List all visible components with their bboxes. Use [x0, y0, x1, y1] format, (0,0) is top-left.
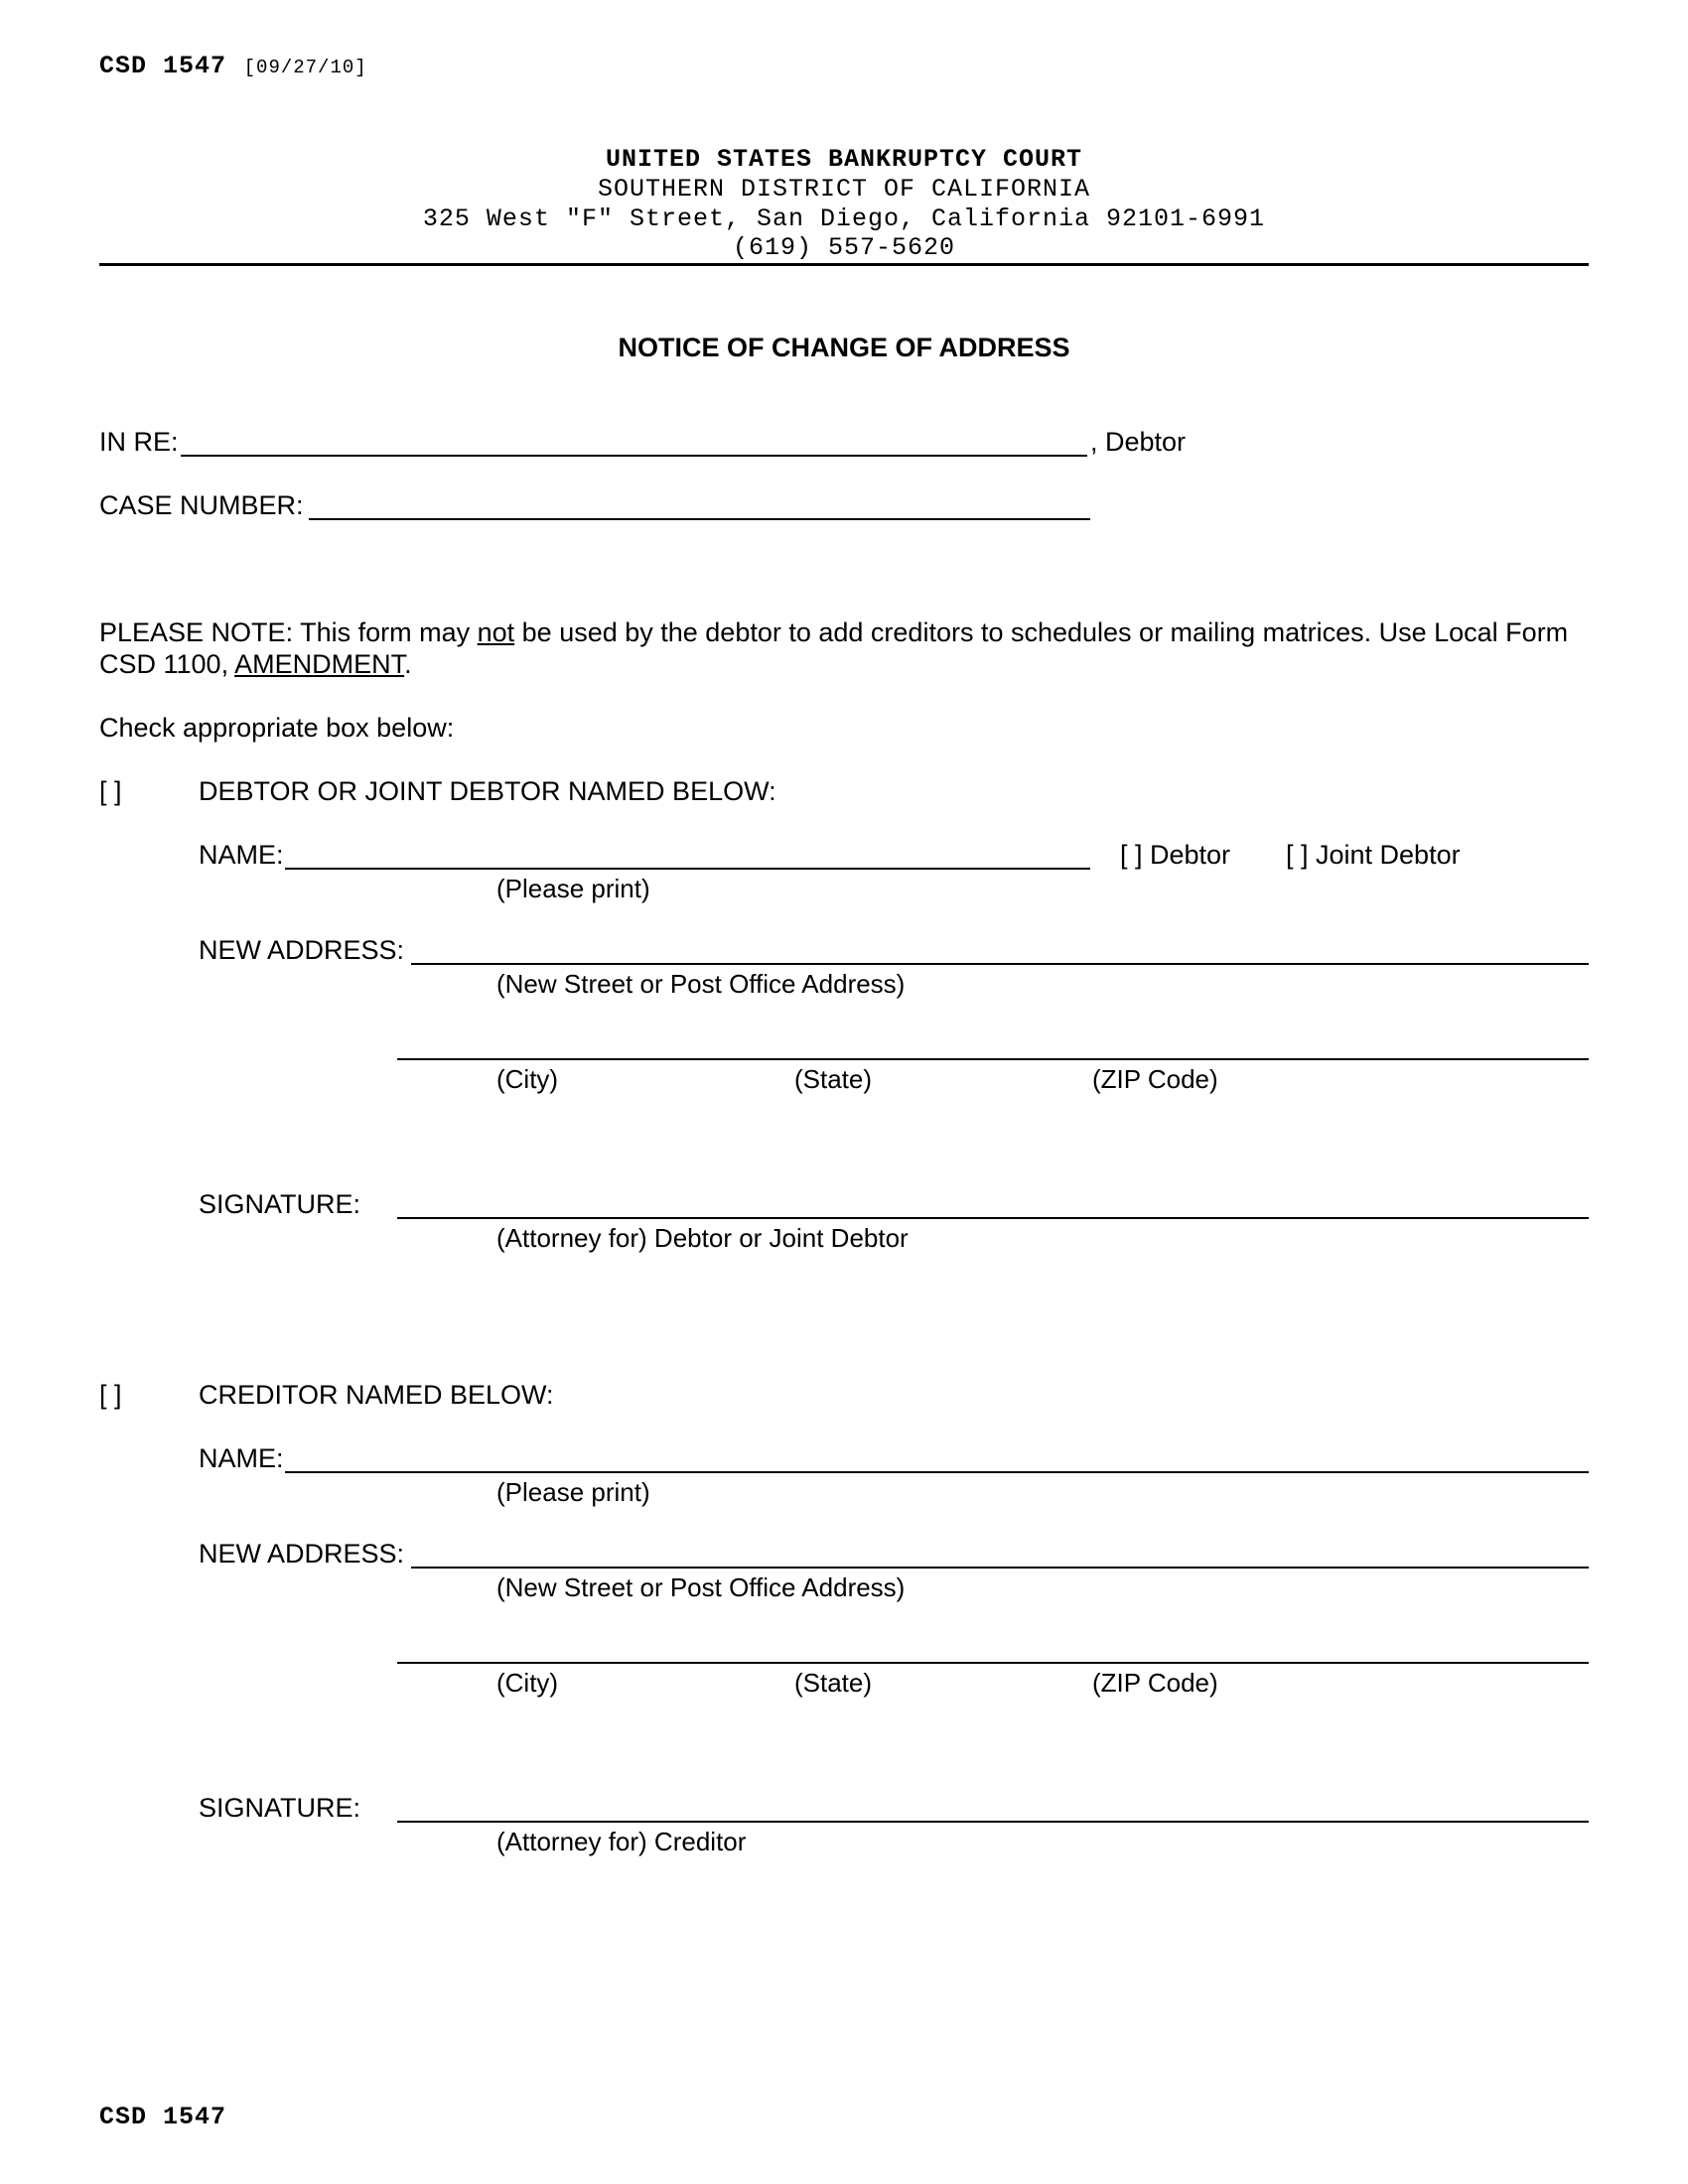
please-note-line1	[99, 617, 1568, 648]
creditor-section-checkbox[interactable]: [ ]	[99, 1380, 122, 1410]
creditor-city-state-zip-input[interactable]	[397, 1632, 1589, 1660]
note-line2-suffix: .	[404, 649, 412, 679]
debtor-signature-line	[397, 1217, 1589, 1219]
in-re-line	[181, 455, 1087, 457]
debtor-name-hint: (Please print)	[496, 874, 650, 903]
creditor-name-hint: (Please print)	[496, 1477, 650, 1507]
creditor-city-hint: (City)	[496, 1668, 559, 1698]
debtor-state-hint: (State)	[794, 1064, 873, 1094]
joint-debtor-type-checkbox[interactable]: [ ] Joint Debtor	[1286, 840, 1461, 870]
creditor-city-line	[397, 1662, 1589, 1664]
in-re-suffix: , Debtor	[1090, 427, 1187, 457]
creditor-address-input[interactable]	[411, 1537, 1589, 1565]
creditor-signature-label: SIGNATURE:	[199, 1793, 361, 1823]
debtor-city-hint: (City)	[496, 1064, 559, 1094]
debtor-city-line	[397, 1058, 1589, 1060]
debtor-zip-hint: (ZIP Code)	[1092, 1064, 1218, 1094]
creditor-name-line	[285, 1471, 1589, 1473]
debtor-address-line	[411, 963, 1589, 965]
debtor-address-label: NEW ADDRESS:	[199, 935, 405, 965]
creditor-state-hint: (State)	[794, 1668, 873, 1698]
debtor-section-checkbox[interactable]: [ ]	[99, 776, 122, 806]
in-re-label: IN RE:	[99, 427, 179, 457]
debtor-signature-hint: (Attorney for) Debtor or Joint Debtor	[496, 1223, 909, 1253]
debtor-type-checkbox[interactable]: [ ] Debtor	[1120, 840, 1231, 870]
please-note-line2	[99, 649, 412, 680]
creditor-signature-line	[397, 1821, 1589, 1823]
creditor-zip-hint: (ZIP Code)	[1092, 1668, 1218, 1698]
amendment-link[interactable]: AMENDMENT	[234, 649, 405, 679]
court-phone: (619) 557-5620	[732, 233, 956, 262]
creditor-section-heading: CREDITOR NAMED BELOW:	[199, 1380, 554, 1410]
debtor-section-heading: DEBTOR OR JOINT DEBTOR NAMED BELOW:	[199, 776, 776, 806]
court-address: 325 West "F" Street, San Diego, California 92101-6991	[422, 205, 1266, 233]
court-district: SOUTHERN DISTRICT OF CALIFORNIA	[597, 175, 1091, 204]
form-date: [09/27/10]	[243, 57, 367, 78]
header-divider	[99, 263, 1589, 266]
page-title: NOTICE OF CHANGE OF ADDRESS	[618, 333, 1070, 362]
in-re-input[interactable]	[181, 425, 1087, 453]
debtor-signature-input[interactable]	[397, 1187, 1589, 1215]
case-number-line	[309, 518, 1090, 520]
debtor-address-input[interactable]	[411, 933, 1589, 961]
debtor-city-state-zip-input[interactable]	[397, 1028, 1589, 1056]
form-id	[99, 52, 367, 80]
debtor-signature-label: SIGNATURE:	[199, 1189, 361, 1219]
creditor-name-input[interactable]	[285, 1441, 1589, 1469]
creditor-address-hint: (New Street or Post Office Address)	[496, 1572, 906, 1602]
form-code: CSD 1547	[99, 52, 227, 80]
debtor-name-input[interactable]	[285, 838, 1090, 866]
debtor-name-line	[285, 868, 1090, 870]
note-middle: be used by the debtor to add creditors to schedules or mailing matrices. Use Local Form	[514, 617, 1569, 647]
note-emphasis: not	[477, 617, 515, 647]
creditor-signature-hint: (Attorney for) Creditor	[496, 1827, 747, 1856]
creditor-name-label: NAME:	[199, 1443, 284, 1473]
debtor-address-hint: (New Street or Post Office Address)	[496, 969, 906, 999]
creditor-address-label: NEW ADDRESS:	[199, 1539, 405, 1569]
creditor-signature-input[interactable]	[397, 1791, 1589, 1819]
debtor-name-label: NAME:	[199, 840, 284, 870]
footer-form-code: CSD 1547	[99, 2103, 227, 2131]
note-line2-prefix: CSD 1100,	[99, 649, 235, 679]
court-name: UNITED STATES BANKRUPTCY COURT	[605, 145, 1083, 174]
case-number-input[interactable]	[309, 488, 1090, 516]
case-number-label: CASE NUMBER:	[99, 490, 304, 520]
creditor-address-line	[411, 1567, 1589, 1569]
instruction-text: Check appropriate box below:	[99, 713, 455, 743]
note-prefix: PLEASE NOTE: This form may	[99, 617, 478, 647]
